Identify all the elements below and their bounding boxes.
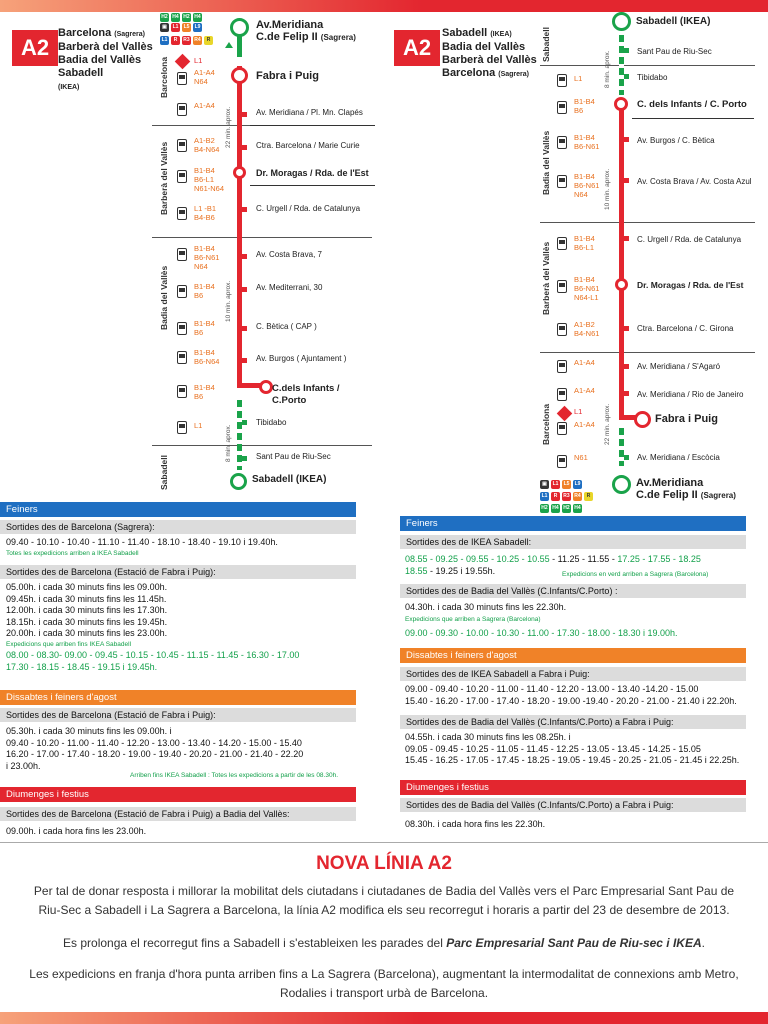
zone-divider (152, 237, 372, 238)
terminus-ring (230, 18, 249, 37)
bus-icon (557, 74, 567, 87)
bus-icon (177, 207, 187, 220)
bottom-color-bar (0, 1012, 768, 1024)
bus-icon (177, 248, 187, 261)
timetable-note: Arriben fins IKEA Sabadell : Totes les expedicions a partir de les 08.30h. (130, 772, 339, 779)
metro-logo: R3 (183, 37, 190, 43)
zone-label-sabadell: Sabadell (541, 27, 551, 62)
connection-lines: B1-B4 B6-L1 N61-N64 (194, 166, 225, 193)
metro-logo: H4 (574, 505, 581, 511)
connection-lines: B1-B4 B6-L1 (574, 234, 595, 252)
timetable-times: 08.30h. i cada hora fins les 22.30h. (405, 819, 546, 829)
section-band-weekdays: Feiners (400, 516, 746, 531)
metro-logo: L5 (183, 24, 190, 30)
stop-label: C. Bètica ( CAP ) (256, 322, 317, 331)
bus-icon (557, 422, 567, 435)
connection-lines: B1-B4 B6-N61 N64-L1 (574, 275, 600, 302)
bus-icon (177, 322, 187, 335)
stop-divider (250, 185, 375, 186)
notice-paragraph: Per tal de donar resposta i millorar la mobilitat dels ciutadans i ciutadanes de Badia del Vallès vers el Parc Empresarial Sant Pau de Riu-Sec a Sabadell i La Sagrera a Barcelona, la línia A2 modifica els seu recorregut i horaris a partir del 23 de desembre de 2013. (33, 884, 735, 917)
connection-lines: B1-B4 B6 (574, 97, 595, 115)
left-direction-header: Barcelona (Sagrera) Barberà del Vallès Badia del Vallès Sabadell (IKEA) (58, 27, 153, 91)
timetable-times: 04.55h. i cada 30 minuts fins les 08.25h. i 09.05 - 09.45 - 10.25 - 11.05 - 11.45 - 12.25 - 13.05 - 13.45 - 14.25 - 15.05 15.45 - 16.25 - 17.05 - 17.45 - 18.25 - 19.05 - 19.45 - 20.25 - 21.05 - 21.45 i 22.25h. (405, 732, 740, 765)
zone-label-badia: Badia del Vallès (159, 265, 169, 330)
stop-ring-main (615, 278, 628, 291)
stop-label: Av. Mediterrani, 30 (256, 283, 323, 292)
stop-label: Av. Costa Brava, 7 (256, 250, 322, 259)
timetable-subheader: Sortides des de Barcelona (Sagrera): (0, 520, 356, 534)
metro-logo: ▣ (160, 23, 169, 32)
connection-lines: B1-B4 B6 (194, 319, 215, 337)
travel-time-label: 10 min. aprox. (604, 168, 611, 210)
stop-label: Av. Meridiana / Escòcia (637, 453, 720, 462)
timetable-times: 18.55 - 19.25 i 19.55h. (405, 566, 496, 576)
terminus-label: Sabadell (IKEA) (636, 16, 711, 27)
stop-label: Av. Meridiana / Rio de Janeiro (637, 390, 744, 399)
metro-logo: H2 (563, 505, 570, 511)
train-icon (557, 406, 573, 422)
stop-tick (242, 358, 247, 363)
connection-lines: B1-B4 B6-N64 (194, 348, 220, 366)
metro-logo: H2 (541, 505, 548, 511)
stop-tick (242, 254, 247, 259)
metro-logo: R (551, 492, 560, 501)
connection-lines: L1 (194, 421, 203, 430)
section-band-saturdays: Dissabtes i feiners d'agost (400, 648, 746, 663)
bus-icon (177, 385, 187, 398)
zone-divider (540, 222, 755, 223)
metro-logo: L5 (563, 481, 570, 487)
metro-logo: R3 (563, 493, 570, 499)
stop-label: Ctra. Barcelona / C. Girona (637, 324, 734, 333)
terminus-ring (612, 12, 631, 31)
zone-label-badia: Badia del Vallès (541, 130, 551, 195)
stop-label: Sant Pau de Riu-Sec (256, 452, 331, 461)
timetable-subheader: Sortides des de Barcelona (Estació de Fabra i Puig): (0, 708, 356, 722)
metro-logo: H2 (161, 14, 168, 20)
train-icon (175, 54, 191, 70)
zone-divider (540, 352, 755, 353)
stop-label-main: Fabra i Puig (256, 70, 319, 82)
metro-logo: H4 (552, 505, 559, 511)
timetable-times: 09.40 - 10.10 - 10.40 - 11.10 - 11.40 - 18.10 - 18.40 - 19.10 i 19.40h. (6, 537, 278, 547)
bus-icon (177, 285, 187, 298)
metro-logo: R (171, 36, 180, 45)
terminus-ring (230, 473, 247, 490)
stop-ring-main (233, 166, 246, 179)
stop-tick (624, 178, 629, 183)
stop-tick (242, 112, 247, 117)
line-badge-left: A2 (12, 30, 58, 66)
bus-icon (177, 351, 187, 364)
timetable-note: Expedicions en verd arriben a Sagrera (Barcelona) (562, 571, 709, 578)
stop-label-main: Dr. Moragas / Rda. de l'Est (637, 280, 744, 290)
zone-label-barcelona: Barcelona (159, 56, 169, 98)
bus-icon (557, 280, 567, 293)
connection-lines: A1-A4 (574, 420, 595, 429)
bus-icon (177, 139, 187, 152)
metro-logo: L1 (161, 37, 168, 43)
timetable-note: Totes les expedicions arriben a IKEA Sabadell (6, 550, 139, 557)
stop-label-main: Fabra i Puig (655, 413, 718, 425)
stop-tick (624, 48, 629, 53)
bus-icon (557, 175, 567, 188)
stop-label: Sant Pau de Riu-Sec (637, 47, 712, 56)
stop-tick (624, 364, 629, 369)
stop-tick (624, 74, 629, 79)
stop-label: Av. Burgos ( Ajuntament ) (256, 354, 347, 363)
timetable-subheader: Sortides des de IKEA Sabadell a Fabra i Puig: (400, 667, 746, 681)
stop-label-main: C.dels Infants / C.Porto (272, 383, 340, 406)
connection-lines: L1 (574, 74, 583, 83)
zone-label-barbera: Barberà del Vallès (159, 141, 169, 215)
connection-lines: B1-B4 B6-N61 (574, 133, 600, 151)
timetable-note: Expedicions que arriben a Sagrera (Barcelona) (405, 616, 541, 623)
connection-lines: A1-A4 (574, 358, 595, 367)
stop-divider (632, 118, 754, 119)
connection-lines: L1 -B1 B4-B6 (194, 204, 217, 222)
zone-divider (540, 65, 755, 66)
connection-lines: A1-A4 (574, 386, 595, 395)
stop-tick (242, 456, 247, 461)
terminus-ring (612, 475, 631, 494)
zone-label-barbera: Barberà del Vallès (541, 241, 551, 315)
route-line-red (619, 100, 624, 418)
zone-label-sabadell: Sabadell (159, 455, 169, 490)
metro-logo: L9 (194, 24, 201, 30)
stop-ring-main (614, 97, 628, 111)
connection-lines: L1 (194, 56, 203, 65)
timetable-subheader: Sortides des de Badia del Vallès (C.Infants/C.Porto) : (400, 584, 746, 598)
stop-label: Tibidabo (256, 418, 287, 427)
timetable-subheader: Sortides des de IKEA Sabadell: (400, 535, 746, 549)
timetable-times: 04.30h. i cada 30 minuts fins les 22.30h. (405, 602, 567, 612)
stop-tick (624, 326, 629, 331)
connection-lines: B1-B4 B6-N61 N64 (574, 172, 600, 199)
bus-icon (177, 103, 187, 116)
travel-time-label: 22 min. aprox. (225, 106, 232, 148)
section-band-saturdays: Dissabtes i feiners d'agost (0, 690, 356, 705)
stop-label: Av. Meridiana / S'Agaró (637, 362, 721, 371)
stop-label: Av. Meridiana / Pl. Mn. Clapés (256, 108, 363, 117)
metro-logo: ▣ (540, 480, 549, 489)
bus-icon (177, 170, 187, 183)
bus-icon (557, 360, 567, 373)
travel-time-label: 8 min. aprox. (225, 424, 232, 462)
section-band-sundays: Diumenges i festius (0, 787, 356, 802)
stop-label: Tibidabo (637, 73, 668, 82)
stop-ring-main (231, 67, 248, 84)
terminus-label: Av.Meridiana C.de Felip II (Sagrera) (256, 19, 356, 43)
terminus-label: Sabadell (IKEA) (252, 474, 327, 485)
stop-tick (242, 420, 247, 425)
timetable-times-green: 08.00 - 08.30- 09.00 - 09.45 - 10.15 - 10.45 - 11.15 - 11.45 - 16.30 - 17.00 17.30 - 18.15 - 18.45 - 19.15 i 19.45h. (6, 650, 300, 672)
metro-logo: H2 (183, 14, 190, 20)
zone-divider (152, 445, 372, 446)
section-divider (0, 842, 768, 843)
connection-lines: L1 (574, 407, 583, 416)
route-line-green-dashed (619, 428, 624, 466)
stop-tick (242, 326, 247, 331)
metro-logo: H4 (194, 14, 201, 20)
timetable-subheader: Sortides des de Barcelona (Estació de Fabra i Puig): (0, 565, 356, 579)
travel-time-label: 22 min. aprox. (604, 403, 611, 445)
direction-arrow (225, 42, 233, 48)
section-band-weekdays: Feiners (0, 502, 356, 517)
timetable-times: 05.00h. i cada 30 minuts fins les 09.00h. 09.45h. i cada 30 minuts fins les 11.45h. 12.00h. i cada 30 minuts fins les 17.30h. 18.15h. i cada 30 minuts fins les 19.45h. 20.00h. i cada 30 minuts fins les 23.00h. (6, 582, 168, 638)
connection-lines: A1-A4 (194, 101, 215, 110)
stop-label: C. Urgell / Rda. de Catalunya (256, 204, 361, 213)
route-line-green (237, 35, 242, 57)
stop-tick (242, 287, 247, 292)
stop-label: Ctra. Barcelona / Marie Curie (256, 141, 360, 150)
stop-label: C. Urgell / Rda. de Catalunya (637, 235, 742, 244)
bus-icon (557, 101, 567, 114)
metro-logo: R (584, 492, 593, 501)
connection-lines: B1-B4 B6 (194, 383, 215, 401)
stop-tick (624, 455, 629, 460)
metro-logo: R (204, 36, 213, 45)
route-line-green-dashed (619, 35, 624, 95)
notice-paragraph: Es prolonga el recorregut fins a Sabadell i s'estableixen les parades del Parc Empresarial Sant Pau de Riu-sec i IKEA. (63, 936, 705, 950)
timetable-times: 08.55 - 09.25 - 09.55 - 10.25 - 10.55 - 11.25 - 11.55 - 17.25 - 17.55 - 18.25 (405, 554, 701, 564)
stop-tick (624, 236, 629, 241)
connection-lines: B1-B4 B6-N61 N64 (194, 244, 220, 271)
metro-logo: R4 (574, 493, 581, 499)
connection-lines: A1-B2 B4-N61 (574, 320, 600, 338)
metro-logo: L1 (552, 481, 559, 487)
travel-time-label: 10 min. aprox. (225, 280, 232, 322)
top-color-bar (0, 0, 768, 12)
timetable-subheader: Sortides des de Badia del Vallès (C.Infants/C.Porto) a Fabra i Puig: (400, 798, 746, 812)
stop-tick (242, 145, 247, 150)
section-band-sundays: Diumenges i festius (400, 780, 746, 795)
stop-ring-main (259, 380, 273, 394)
bus-icon (177, 421, 187, 434)
timetable-note: Expedicions que arriben fins IKEA Sabadell (6, 641, 132, 648)
connection-lines: A1-A4 N64 (194, 68, 215, 86)
timetable-subheader: Sortides des de Barcelona (Estació de Fabra i Puig) a Badia del Vallès: (0, 807, 356, 821)
bus-icon (557, 323, 567, 336)
stop-label-main: Dr. Moragas / Rda. de l'Est (256, 168, 369, 178)
bus-icon (557, 455, 567, 468)
metro-logo: R4 (194, 37, 201, 43)
timetable-times-green: 09.00 - 09.30 - 10.00 - 10.30 - 11.00 - 17.30 - 18.00 - 18.30 i 19.00h. (405, 628, 678, 638)
travel-time-label: 8 min. aprox. (604, 50, 611, 88)
connection-lines: A1-B2 B4-N64 (194, 136, 220, 154)
bus-icon (557, 237, 567, 250)
stop-tick (242, 207, 247, 212)
line-badge-right: A2 (394, 30, 440, 66)
stop-tick (624, 391, 629, 396)
bus-icon (557, 388, 567, 401)
notice-paragraph: Les expedicions en franja d'hora punta arriben fins a La Sagrera (Barcelona), augmentant la intermodalitat de connexions amb Metro, Rodalies i transport urbà de Barcelona. (29, 967, 739, 1000)
timetable-times: 09.00 - 09.40 - 10.20 - 11.00 - 11.40 - 12.20 - 13.00 - 13.40 -14.20 - 15.00 15.40 - 16.20 - 17.00 - 17.40 - 18.20 - 19.00 -19.40 - 20.20 - 21.00 - 21.40 i 22.20h. (405, 684, 737, 706)
bus-icon (177, 72, 187, 85)
connection-lines: N61 (574, 453, 588, 462)
metro-logo: L1 (172, 24, 179, 30)
timetable-times: 05.30h. i cada 30 minuts fins les 09.00h. i 09.40 - 10.20 - 11.00 - 11.40 - 12.20 - 13.00 - 13.40 - 14.20 - 15.00 - 15.40 16.20 - 17.00 - 17.40 - 18.20 - 19.00 - 19.40 - 20.20 - 21.00 - 21.40 - 22.20 i 23.00h. (6, 726, 304, 771)
stop-label: Av. Costa Brava / Av. Costa Azul (637, 177, 752, 186)
bus-icon (557, 136, 567, 149)
metro-logo: L9 (574, 481, 581, 487)
metro-logo: H4 (172, 14, 179, 20)
stop-ring-main (634, 411, 651, 428)
stop-label-main: C. dels Infants / C. Porto (637, 99, 747, 110)
timetable-times: 09.00h. i cada hora fins les 23.00h. (6, 826, 147, 836)
stop-divider (250, 125, 375, 126)
stop-tick (624, 137, 629, 142)
right-direction-header: Sabadell (IKEA) Badia del Vallès Barberà del Vallès Barcelona (Sagrera) (442, 27, 537, 79)
stop-label: Av. Burgos / C. Bètica (637, 136, 715, 145)
connection-lines: B1-B4 B6 (194, 282, 215, 300)
notice-title: NOVA LÍNIA A2 (316, 853, 452, 874)
terminus-label: Av.Meridiana C.de Felip II (Sagrera) (636, 477, 736, 501)
zone-label-barcelona: Barcelona (541, 403, 551, 445)
metro-logo: L1 (541, 493, 548, 499)
timetable-subheader: Sortides des de Badia del Vallès (C.Infants/C.Porto) a Fabra i Puig: (400, 715, 746, 729)
